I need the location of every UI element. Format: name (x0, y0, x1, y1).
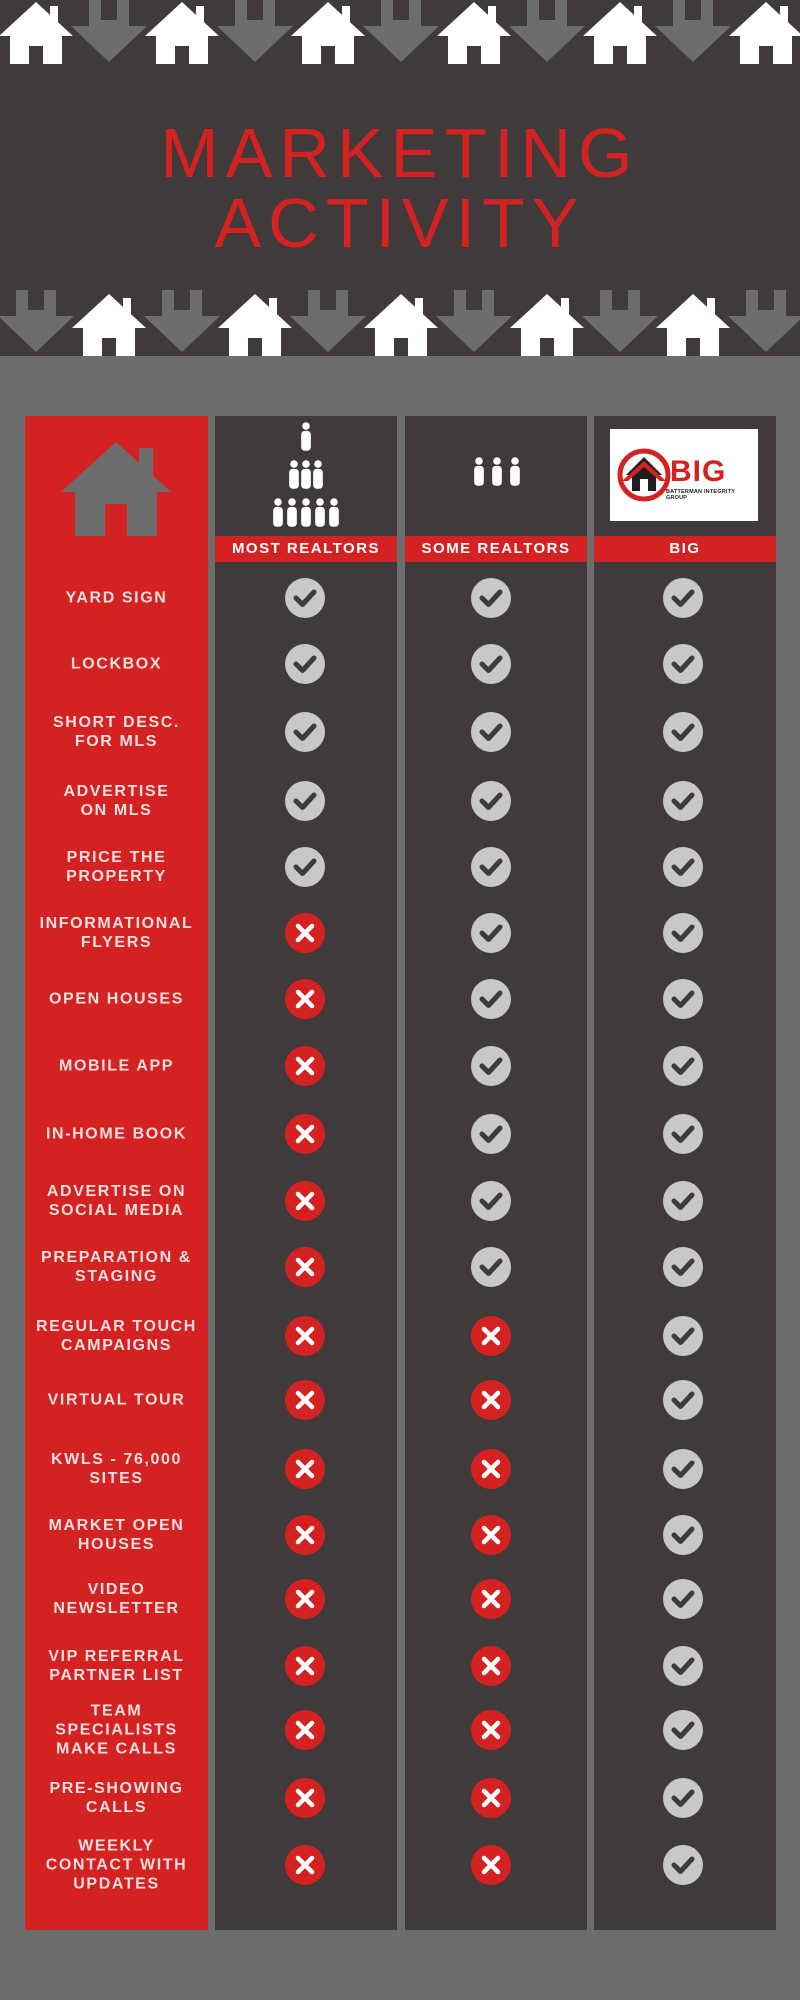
x-circle-icon (285, 1515, 325, 1555)
check-circle-icon (285, 847, 325, 887)
activity-label: PRICE THE PROPERTY (66, 849, 167, 885)
activity-label: TEAM SPECIALISTS MAKE CALLS (55, 1702, 178, 1758)
check-circle-icon (471, 644, 511, 684)
check-circle-icon (471, 913, 511, 953)
check-circle-icon (663, 1380, 703, 1420)
activity-label: ADVERTISE ON MLS (63, 783, 170, 819)
down-arrow-icon (509, 0, 585, 62)
x-circle-icon (471, 1845, 511, 1885)
down-arrow-icon (0, 290, 74, 352)
x-circle-icon (471, 1646, 511, 1686)
house-icon (437, 2, 511, 64)
check-circle-icon (663, 847, 703, 887)
check-circle-icon (663, 1579, 703, 1619)
house-icon (729, 2, 800, 64)
check-circle-icon (285, 781, 325, 821)
activity-label: INFORMATIONAL FLYERS (39, 915, 194, 951)
check-circle-icon (471, 1247, 511, 1287)
down-arrow-icon (363, 0, 439, 62)
check-circle-icon (663, 979, 703, 1019)
check-circle-icon (663, 1316, 703, 1356)
check-circle-icon (663, 1778, 703, 1818)
header-banner (0, 0, 800, 356)
activity-label: OPEN HOUSES (49, 990, 184, 1008)
column-big (594, 416, 776, 1930)
x-circle-icon (285, 1046, 325, 1086)
check-circle-icon (663, 913, 703, 953)
check-circle-icon (663, 1114, 703, 1154)
activity-label: KWLS - 76,000 SITES (50, 1451, 183, 1487)
check-circle-icon (663, 1646, 703, 1686)
down-arrow-icon (290, 290, 366, 352)
house-icon (364, 294, 438, 356)
check-circle-icon (663, 1710, 703, 1750)
x-circle-icon (285, 1778, 325, 1818)
check-circle-icon (285, 578, 325, 618)
three-people-icon (469, 456, 525, 494)
house-icon (0, 2, 73, 64)
x-circle-icon (285, 1316, 325, 1356)
check-circle-icon (663, 1845, 703, 1885)
x-circle-icon (285, 1710, 325, 1750)
check-circle-icon (285, 644, 325, 684)
x-circle-icon (471, 1515, 511, 1555)
x-circle-icon (285, 913, 325, 953)
house-icon (291, 2, 365, 64)
check-circle-icon (663, 1515, 703, 1555)
activity-label: IN-HOME BOOK (46, 1125, 187, 1143)
house-icon (656, 294, 730, 356)
down-arrow-icon (436, 290, 512, 352)
check-circle-icon (471, 1181, 511, 1221)
activity-label: YARD SIGN (65, 589, 168, 607)
activity-label: ADVERTISE ON SOCIAL MEDIA (46, 1183, 187, 1219)
check-circle-icon (663, 578, 703, 618)
activity-label-column (25, 416, 208, 1930)
activity-label: LOCKBOX (70, 655, 163, 673)
x-circle-icon (471, 1710, 511, 1750)
x-circle-icon (285, 979, 325, 1019)
x-circle-icon (285, 1646, 325, 1686)
x-circle-icon (285, 1449, 325, 1489)
column-most-realtors (215, 416, 397, 1930)
down-arrow-icon (217, 0, 293, 62)
check-circle-icon (471, 712, 511, 752)
check-circle-icon (663, 1046, 703, 1086)
logo-house-icon (616, 447, 672, 503)
column-header-big: BIG (594, 536, 776, 562)
column-header-some-realtors: SOME REALTORS (405, 536, 587, 562)
header-top-pattern (0, 0, 800, 70)
down-arrow-icon (144, 290, 220, 352)
x-circle-icon (471, 1316, 511, 1356)
activity-label: VIDEO NEWSLETTER (53, 1581, 180, 1617)
check-circle-icon (471, 847, 511, 887)
check-circle-icon (663, 712, 703, 752)
activity-label: VIP REFERRAL PARTNER LIST (48, 1648, 185, 1684)
x-circle-icon (285, 1181, 325, 1221)
x-circle-icon (471, 1579, 511, 1619)
down-arrow-icon (655, 0, 731, 62)
check-circle-icon (471, 1046, 511, 1086)
down-arrow-icon (728, 290, 800, 352)
house-icon (218, 294, 292, 356)
activity-label: REGULAR TOUCH CAMPAIGNS (36, 1318, 197, 1354)
check-circle-icon (471, 979, 511, 1019)
check-circle-icon (663, 1449, 703, 1489)
house-icon (145, 2, 219, 64)
header-bottom-pattern (0, 288, 800, 356)
check-circle-icon (471, 1114, 511, 1154)
x-circle-icon (471, 1449, 511, 1489)
x-circle-icon (471, 1778, 511, 1818)
house-icon (72, 294, 146, 356)
house-icon (57, 438, 175, 538)
house-icon (583, 2, 657, 64)
down-arrow-icon (71, 0, 147, 62)
logo-wordmark: BIG (670, 455, 727, 488)
x-circle-icon (471, 1380, 511, 1420)
activity-label: VIRTUAL TOUR (47, 1391, 186, 1409)
x-circle-icon (285, 1247, 325, 1287)
x-circle-icon (285, 1380, 325, 1420)
column-some-realtors (405, 416, 587, 1930)
activity-label: MARKET OPEN HOUSES (48, 1517, 185, 1553)
down-arrow-icon (582, 290, 658, 352)
activity-label: PREPARATION & STAGING (41, 1249, 192, 1285)
check-circle-icon (471, 578, 511, 618)
x-circle-icon (285, 1579, 325, 1619)
check-circle-icon (471, 781, 511, 821)
activity-label: PRE-SHOWING CALLS (49, 1780, 184, 1816)
check-circle-icon (663, 1181, 703, 1221)
check-circle-icon (663, 781, 703, 821)
house-icon (510, 294, 584, 356)
activity-label: MOBILE APP (59, 1057, 174, 1075)
logo-subtitle: BATTERMAN INTEGRITY GROUP (666, 489, 735, 501)
activity-label: WEEKLY CONTACT WITH UPDATES (45, 1837, 188, 1893)
column-header-most-realtors: MOST REALTORS (215, 536, 397, 562)
x-circle-icon (285, 1845, 325, 1885)
x-circle-icon (285, 1114, 325, 1154)
page-title-line-1: MARKETING (160, 114, 640, 192)
check-circle-icon (285, 712, 325, 752)
page-title-line-2: ACTIVITY (214, 184, 586, 262)
big-logo (610, 429, 758, 521)
people-pyramid-icon (256, 420, 356, 534)
check-circle-icon (663, 644, 703, 684)
activity-label: SHORT DESC. FOR MLS (53, 714, 180, 750)
check-circle-icon (663, 1247, 703, 1287)
